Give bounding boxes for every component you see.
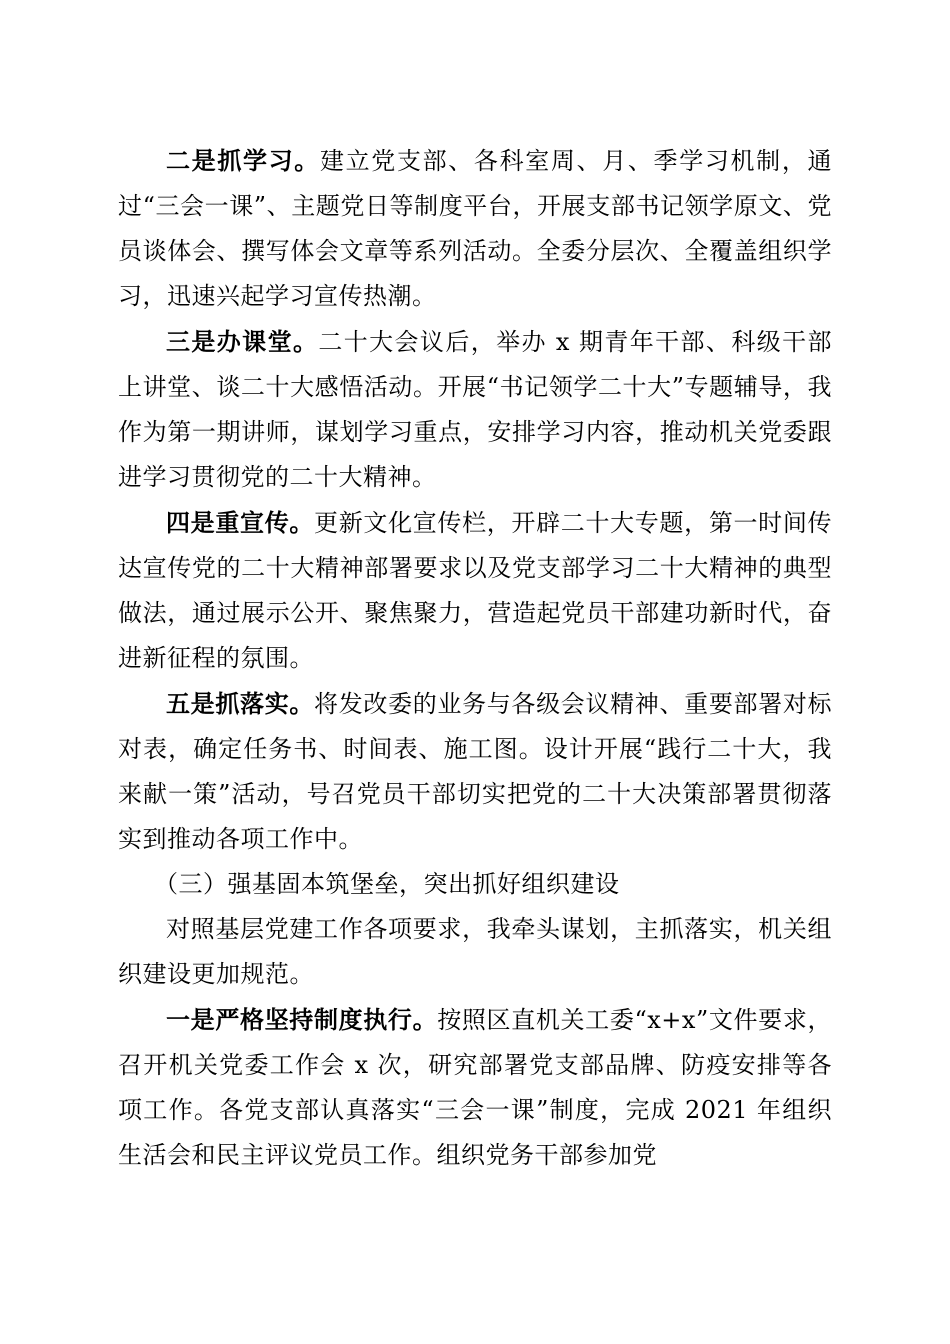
paragraph-lead: 三是办课堂。 bbox=[166, 327, 319, 356]
section-intro: 对照基层党建工作各项要求，我牵头谋划，主抓落实，机关组织建设更加规范。 bbox=[118, 915, 832, 988]
paragraph-lead: 五是抓落实。 bbox=[166, 689, 315, 718]
paragraph-system-execution bbox=[118, 997, 832, 1178]
paragraph-study bbox=[118, 138, 832, 319]
paragraph-text: 建立党支部、各科室周、月、季学习机制，通过“三会一课”、主题党日等制度平台，开展支部书记领学原文、党员谈体会、撰写体会文章等系列活动。全委分层次、全覆盖组织学习，迅速兴起学习宣传热潮。 bbox=[118, 147, 833, 310]
section-heading: （三）强基固本筑堡垒，突出抓好组织建设 bbox=[154, 870, 620, 898]
paragraph-classroom bbox=[118, 319, 832, 500]
document-page bbox=[118, 138, 832, 1178]
paragraph-text: 按照区直机关工委“x+x”文件要求，召开机关党委工作会 x 次，研究部署党支部品牌、防疫安排等各项工作。各党支部认真落实“三会一课”制度，完成 2021 年组织生活会和民主评议党员工作。组织党务干部参加党 bbox=[118, 1006, 833, 1169]
paragraph-text: 将发改委的业务与各级会议精神、重要部署对标对表，确定任务书、时间表、施工图。设计开展“践行二十大，我来献一策”活动，号召党员干部切实把党的二十大决策部署贯彻落实到推动各项工作中。 bbox=[118, 690, 833, 853]
paragraph-text: 二十大会议后，举办 x 期青年干部、科级干部上讲堂、谈二十大感悟活动。开展“书记领学二十大”专题辅导，我作为第一期讲师，谋划学习重点，安排学习内容，推动机关党委跟进学习贯彻党的二十大精神。 bbox=[118, 328, 832, 491]
paragraph-implementation bbox=[118, 681, 832, 862]
paragraph-lead: 一是严格坚持制度执行。 bbox=[166, 1005, 438, 1034]
paragraph-lead: 四是重宣传。 bbox=[166, 508, 315, 537]
paragraph-lead: 二是抓学习。 bbox=[166, 146, 320, 175]
paragraph-publicity bbox=[118, 500, 832, 681]
paragraph-text: 更新文化宣传栏，开辟二十大专题，第一时间传达宣传党的二十大精神部署要求以及党支部学习二十大精神的典型做法，通过展示公开、聚焦聚力，营造起党员干部建功新时代，奋进新征程的氛围。 bbox=[118, 509, 833, 672]
